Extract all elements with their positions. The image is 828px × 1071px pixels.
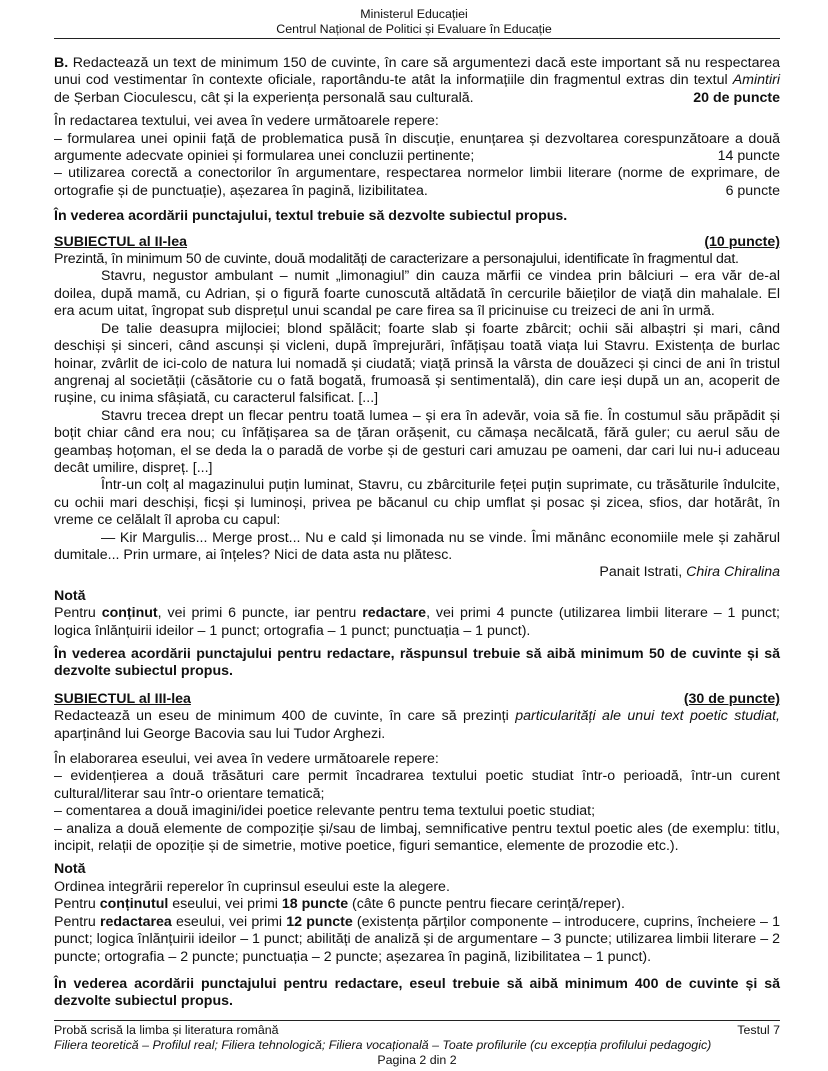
subject-2-note-heading: Notă (54, 587, 86, 604)
excerpt-paragraph-4: Într-un colț al magazinului puțin luminat, Stavru, cu zbârciturile feței puțin suprimate, cu trăsăturile îndulcite, cu ochii mari deschiși, ficși și luminoși, privea pe băcanul cu chip umflat și posac și zicea, sfios, dar hotărât, în vreme ce celălalt îl aproba cu capul: (54, 477, 780, 529)
page-footer (54, 1023, 780, 1067)
subject-3-task: Redactează un eseu de minimum 400 de cuvinte, în care să prezinți particularități ale unui text poetic studiat, aparținând lui George Bacovia sau lui Tudor Arghezi. (54, 708, 780, 742)
subject-3-note-heading: Notă (54, 861, 86, 878)
excerpt-source: Panait Istrati, Chira Chiralina (599, 564, 780, 581)
excerpt-paragraph-1: Stavru, negustor ambulant – numit „limonagiul” din cauza mărfii ce vindea prin bâlciuri – era văr de-al doilea, după mamă, cu Adrian, și o figură foarte cunoscută altădată în cercurile băieților de viață din mahalale. El era acum uitat, îngropat sub disprețul unui scandal pe care firea sa îl pricinuise cu treizeci de ani în urmă. (54, 268, 780, 320)
footer-test-number: Testul 7 (737, 1023, 780, 1037)
part-b-note: În vederea acordării punctajului, textul trebuie să dezvolte subiectul propus. (54, 208, 568, 225)
footer-exam-name: Probă scrisă la limba și literatura română (54, 1023, 279, 1037)
part-b-work-title: Amintiri (732, 72, 780, 89)
subject-3-title: SUBIECTUL al III-lea (54, 690, 191, 707)
subject-3-final-note: În vederea acordării punctajului pentru redactare, eseul trebuie să aibă minimum 400 de cuvinte și să dezvolte subiectul propus. (54, 975, 780, 1010)
page-header (0, 7, 828, 36)
subject-2-final-note: În vederea acordării punctajului pentru redactare, răspunsul trebuie să aibă minimum 50 de cuvinte și să dezvolte subiectul propus. (54, 646, 780, 680)
subject-3-criterion-1: – evidențierea a două trăsături care permit încadrarea textului poetic studiat într-o perioadă, într-un curent cultural/literar sau într-o orientare tematică; (54, 768, 780, 802)
subject-3-criterion-2: – comentarea a două imagini/idei poetice relevante pentru tema textului poetic studiat; (54, 803, 596, 820)
footer-profiles: Filiera teoretică – Profilul real; Filiera tehnologică; Filiera vocațională – Toate profilurile (cu excepția profilului pedagogic) (54, 1037, 712, 1052)
part-b-label: B. (54, 55, 69, 71)
footer-divider (54, 1020, 780, 1021)
part-b-task: B. Redactează un text de minimum 150 de cuvinte, în care să argumentezi dacă este important să nu respectarea unui cod vestimentar în contexte oficiale, raportându-te atât la informațiile din fragmentul extras din textul Amintiri de Șerban Cioculescu, cât și la experiența personală sau culturală. 20 de puncte (54, 55, 780, 106)
footer-page-number: Pagina 2 din 2 (377, 1052, 457, 1067)
part-b-intro: În redactarea textului, vei avea în vedere următoarele repere: (54, 113, 439, 130)
part-b-criterion-2-points: 6 puncte (725, 182, 780, 199)
document-body (54, 55, 780, 1011)
subject-3-note-order: Ordinea integrării reperelor în cuprinsul eseului este la alegere. (54, 878, 450, 895)
part-b-criterion-1-points: 14 puncte (717, 148, 780, 165)
excerpt-work-title: Chira Chiralina (686, 564, 780, 581)
subject-2-task: Prezintă, în minimum 50 de cuvinte, două modalități de caracterizare a personajului, identificate în fragmentul dat. (54, 251, 739, 268)
excerpt-paragraph-5: — Kir Margulis... Merge prost... Nu e cald și limonada nu se vinde. Îmi mănânc economiile mele și zahărul dumitale... Prin urmare, ai înțeles? Nici de data asta nu plătesc. (54, 529, 780, 563)
subject-2-title: SUBIECTUL al II-lea (54, 233, 187, 250)
subject-2-heading (54, 234, 780, 251)
part-b-points: 20 de puncte (693, 89, 780, 106)
subject-3-intro: În elaborarea eseului, vei avea în vedere următoarele repere: (54, 751, 439, 768)
subject-2-note-text: Pentru conținut, vei primi 6 puncte, iar pentru redactare, vei primi 4 puncte (utilizarea limbii literare – 1 punct; logica înlănțuirii ideilor – 1 punct; ortografia – 1 punct; punctuația – 1 punct). (54, 605, 780, 639)
header-center: Centrul Național de Politici și Evaluare în Educație (276, 21, 552, 36)
part-b-criterion-2: – utilizarea corectă a conectorilor în argumentare, respectarea normelor limbii literare (norme de exprimare, de ortografie și de punctuație), așezarea în pagină, lizibilitatea. 6 puncte (54, 165, 780, 199)
header-ministry: Ministerul Educației (360, 7, 468, 21)
subject-2-points: (10 puncte) (704, 233, 780, 250)
subject-3-points: (30 de puncte) (683, 690, 780, 707)
excerpt-paragraph-3: Stavru trecea drept un flecar pentru toată lumea – și era în adevăr, voia să fie. În costumul său prăpădit și boțit chiar când era nou; cu înfățișarea sa de țăran orășenit, cu cămașa necălcată, fără guler; cu aerul său de geambaș hoțoman, el se deda la o paradă de vorbe și de gesturi cari amuzau pe oameni, dar cari lui nu-i aduceau decât umilire, dispreț. [...] (54, 407, 780, 476)
subject-3-note-writing: Pentru redactarea eseului, vei primi 12 puncte (existența părților componente – introducere, cuprins, încheiere – 1 punct; logica înlănțuirii ideilor – 1 punct; abilități de analiză și de argumentare – 3 puncte; utilizarea limbii literare – 2 puncte; ortografia – 2 puncte; punctuația – 2 puncte; așezarea în pagină, lizibilitatea – 1 punct). (54, 913, 780, 965)
header-divider (54, 38, 780, 39)
subject-3-criterion-3: – analiza a două elemente de compoziție și/sau de limbaj, semnificative pentru textul poetic ales (de exemplu: titlu, incipit, relații de opoziție și de simetrie, motive poetice, figuri semantice, elemente de prozodie etc.). (54, 820, 780, 855)
subject-3-heading (54, 691, 780, 708)
excerpt-paragraph-2: De talie deasupra mijlociei; blond spălăcit; foarte slab și foarte zbârcit; ochii săi albaștri și mari, când deschiși și sinceri, când ascunși și vicleni, după împrejurări, înfățișau toată viața lui Stavru. Existența de burlac hoinar, zvârlit de ici-colo de natura lui nomadă și ciudată; viață prinsă la vârsta de douăzeci și cinci de ani în tristul angrenaj al societății (căsătorie cu o fată bogată, frumoasă și sentimentală), din care ieși după un an, acoperit de rușine, cu inima sfâșiată, cu caracterul falsificat. [...] (54, 320, 780, 407)
part-b-criterion-1: – formularea unei opinii față de problematica pusă în discuție, enunțarea și dezvoltarea corespunzătoare a două argumente adecvate opiniei și formularea unei concluzii pertinente; 14 puncte (54, 130, 780, 165)
subject-3-note-content: Pentru conținutul eseului, vei primi 18 puncte (câte 6 puncte pentru fiecare cerință/reper). (54, 896, 625, 913)
